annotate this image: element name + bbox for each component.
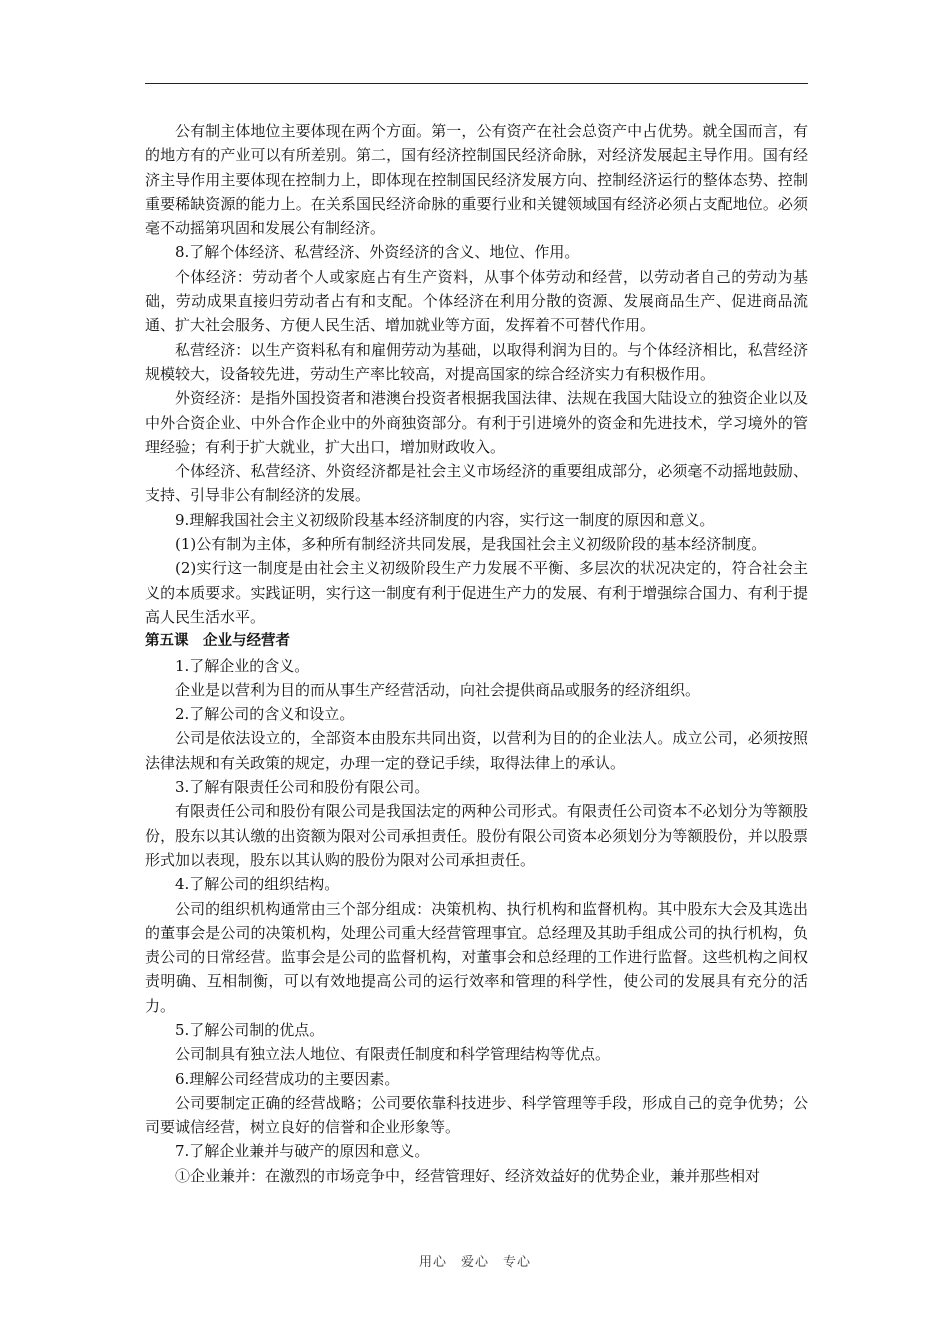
section-heading: 7.了解企业兼并与破产的原因和意义。 <box>175 1142 430 1161</box>
paragraph: (2)实行这一制度是由社会主义初级阶段生产力发展不平衡、多层次的状况决定的，符合社会主义的本质要求。实践证明，实行这一制度有利于促进生产力的发展、有利于增强综合国力、有利于提高人民生活水平。 <box>145 559 808 626</box>
paragraph: 公司制具有独立法人地位、有限责任制度和科学管理结构等优点。 <box>175 1045 611 1064</box>
paragraph: 个体经济：劳动者个人或家庭占有生产资料，从事个体劳动和经营，以劳动者自己的劳动为基础，劳动成果直接归劳动者占有和支配。个体经济在利用分散的资源、发展商品生产、促进商品流通、扩大社会服务、方便人民生活、增加就业等方面，发挥着不可替代作用。 <box>145 267 808 335</box>
document-body <box>145 119 808 1188</box>
section-heading: ①企业兼并：在激烈的市场竞争中，经营管理好、经济效益好的优势企业，兼并那些相对 <box>175 1166 761 1185</box>
section-heading: 2.了解公司的含义和设立。 <box>175 705 355 724</box>
paragraph: 公有制主体地位主要体现在两个方面。第一，公有资产在社会总资产中占优势。就全国而言，有的地方有的产业可以有所差别。第二，国有经济控制国民经济命脉，对经济发展起主导作用。国有经济主导作用主要体现在控制力上，即体现在控制国民经济发展方向、控制经济运行的整体态势、控制重要稀缺资源的能力上。在关系国民经济命脉的重要行业和关键领域国有经济必须占支配地位。必须毫不动摇第巩固和发展公有制经济。 <box>145 122 808 238</box>
paragraph: 外资经济：是指外国投资者和港澳台投资者根据我国法律、法规在我国大陆设立的独资企业以及中外合资企业、中外合作企业中的外商独资部分。有利于引进境外的资金和先进技术，学习境外的管理经验；有利于扩大就业，扩大出口，增加财政收入。 <box>145 389 808 456</box>
paragraph: 私营经济：以生产资料私有和雇佣劳动为基础，以取得利润为目的。与个体经济相比，私营经济规模较大，设备较先进，劳动生产率比较高，对提高国家的综合经济实力有积极作用。 <box>145 340 808 383</box>
page-footer: 用心 爱心 专心 <box>418 1255 531 1270</box>
section-heading: 1.了解企业的含义。 <box>175 656 310 675</box>
section-heading: 3.了解有限责任公司和股份有限公司。 <box>175 778 430 797</box>
section-heading: 8.了解个体经济、私营经济、外资经济的含义、地位、作用。 <box>175 243 580 262</box>
paragraph: 公司是依法设立的，全部资本由股东共同出资，以营利为目的的企业法人。成立公司，必须按照法律法规和有关政策的规定，办理一定的登记手续，取得法律上的承认。 <box>145 729 808 772</box>
section-heading: 9.理解我国社会主义初级阶段基本经济制度的内容，实行这一制度的原因和意义。 <box>175 510 715 529</box>
paragraph: 企业是以营利为目的而从事生产经营活动，向社会提供商品或服务的经济组织。 <box>175 680 701 699</box>
paragraph: 公司的组织机构通常由三个部分组成：决策机构、执行机构和监督机构。其中股东大会及其选出的董事会是公司的决策机构，处理公司重大经营管理事宜。总经理及其助手组成公司的执行机构，负责公司的日常经营。监事会是公司的监督机构，对董事会和总经理的工作进行监督。这些机构之间权责明确、互相制衡，可以有效地提高公司的运行效率和管理的科学性，使公司的发展具有充分的活力。 <box>145 899 808 1015</box>
paragraph: 公司要制定正确的经营战略；公司要依靠科技进步、科学管理等手段，形成自己的竞争优势；公司要诚信经营，树立良好的信誉和企业形象等。 <box>145 1093 808 1137</box>
section-heading: 4.了解公司的组织结构。 <box>175 875 340 894</box>
paragraph: 有限责任公司和股份有限公司是我国法定的两种公司形式。有限责任公司资本不必划分为等额股份，股东以其认缴的出资额为限对公司承担责任。股份有限公司资本必须划分为等额股份，并以股票形式加以表现，股东以其认购的股份为限对公司承担责任。 <box>145 802 808 869</box>
paragraph: 个体经济、私营经济、外资经济都是社会主义市场经济的重要组成部分，必须毫不动摇地鼓励、支持、引导非公有制经济的发展。 <box>145 462 808 505</box>
chapter-heading: 第五课 企业与经营者 <box>145 633 290 650</box>
section-heading: 5.了解公司制的优点。 <box>175 1020 325 1039</box>
header-rule <box>145 83 808 84</box>
section-heading: 6.理解公司经营成功的主要因素。 <box>175 1069 400 1088</box>
section-heading: (1)公有制为主体，多种所有制经济共同发展，是我国社会主义初级阶段的基本经济制度。 <box>175 535 767 554</box>
